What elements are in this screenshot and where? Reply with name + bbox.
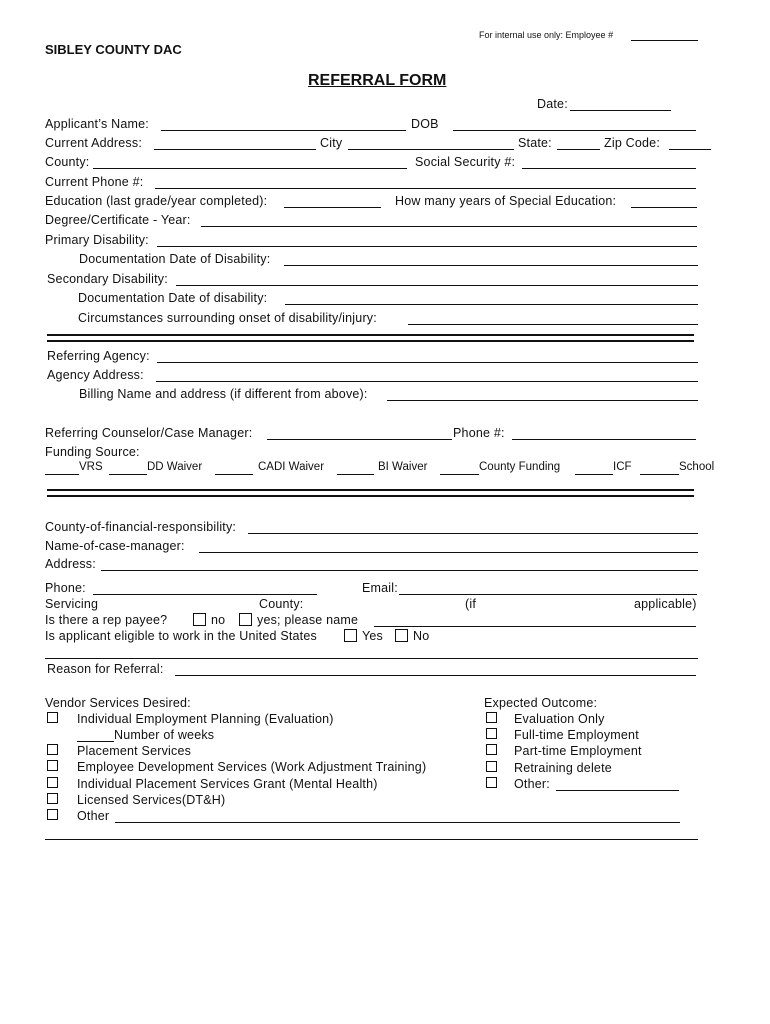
vendor-other-checkbox[interactable] — [47, 809, 58, 820]
org-name: SIBLEY COUNTY DAC — [45, 42, 182, 57]
special-education-label: How many years of Special Education: — [395, 194, 617, 208]
county-phone-label: Phone: — [45, 581, 86, 595]
referring-agency-field[interactable] — [157, 362, 698, 363]
funding-county-field[interactable] — [440, 474, 479, 475]
county-phone-field[interactable] — [93, 594, 317, 595]
vendor-licensed-checkbox[interactable] — [47, 793, 58, 804]
secondary-disability-label: Secondary Disability: — [47, 272, 168, 286]
dob-label: DOB — [411, 117, 439, 131]
date-field[interactable] — [570, 110, 671, 111]
rep-payee-no-label: no — [211, 613, 226, 627]
funding-county-label: County Funding — [479, 461, 561, 473]
education-field[interactable] — [284, 207, 381, 208]
outcome-part-time-label: Part-time Employment — [514, 744, 642, 758]
date-label: Date: — [537, 97, 568, 111]
applicant-name-field[interactable] — [161, 130, 406, 131]
eligible-no-label: No — [413, 629, 430, 643]
outcome-other-label: Other: — [514, 777, 550, 791]
outcome-retraining-checkbox[interactable] — [486, 761, 497, 772]
eligible-yes-checkbox[interactable] — [344, 629, 357, 642]
email-label: Email: — [362, 581, 398, 595]
degree-label: Degree/Certificate - Year: — [45, 213, 191, 227]
address-label: Current Address: — [45, 136, 142, 150]
funding-cadi-waiver-label: CADI Waiver — [258, 461, 325, 473]
internal-use-label: For internal use only: Employee # — [479, 30, 614, 40]
section-divider — [47, 489, 694, 497]
divider-line — [45, 658, 698, 659]
applicable-label: applicable) — [634, 597, 697, 611]
vendor-licensed-label: Licensed Services(DT&H) — [77, 793, 226, 807]
outcome-evaluation-checkbox[interactable] — [486, 712, 497, 723]
vendor-placement-label: Placement Services — [77, 744, 192, 758]
counselor-label: Referring Counselor/Case Manager: — [45, 426, 253, 440]
circumstances-label: Circumstances surrounding onset of disability/injury: — [78, 311, 377, 325]
vendor-other-field[interactable] — [115, 822, 680, 823]
counselor-field[interactable] — [267, 439, 452, 440]
phone-field[interactable] — [155, 188, 696, 189]
vendor-individual-planning-checkbox[interactable] — [47, 712, 58, 723]
state-field[interactable] — [557, 149, 600, 150]
email-field[interactable] — [399, 594, 697, 595]
agency-address-label: Agency Address: — [47, 368, 144, 382]
bottom-divider-line — [45, 839, 698, 840]
phone-label: Current Phone #: — [45, 175, 144, 189]
dob-field[interactable] — [453, 130, 696, 131]
county-financial-field[interactable] — [248, 533, 698, 534]
primary-documentation-field[interactable] — [284, 265, 698, 266]
servicing-county-label: County: — [259, 597, 304, 611]
vendor-grant-checkbox[interactable] — [47, 777, 58, 788]
case-manager-field[interactable] — [199, 552, 698, 553]
primary-disability-label: Primary Disability: — [45, 233, 149, 247]
eligible-no-checkbox[interactable] — [395, 629, 408, 642]
applicant-name-label: Applicant’s Name: — [45, 117, 149, 131]
referring-agency-label: Referring Agency: — [47, 349, 150, 363]
funding-icf-label: ICF — [613, 461, 632, 473]
outcome-other-checkbox[interactable] — [486, 777, 497, 788]
city-label: City — [320, 136, 343, 150]
education-label: Education (last grade/year completed): — [45, 194, 268, 208]
funding-icf-field[interactable] — [575, 474, 613, 475]
vendor-development-label: Employee Development Services (Work Adjustment Training) — [77, 760, 427, 774]
rep-payee-yes-label: yes; please name — [257, 613, 359, 627]
vendor-grant-label: Individual Placement Services Grant (Mental Health) — [77, 777, 378, 791]
outcome-full-time-label: Full-time Employment — [514, 728, 639, 742]
reason-field[interactable] — [175, 675, 696, 676]
billing-label: Billing Name and address (if different from above): — [79, 387, 368, 401]
outcome-part-time-checkbox[interactable] — [486, 744, 497, 755]
rep-payee-no-checkbox[interactable] — [193, 613, 206, 626]
secondary-documentation-field[interactable] — [285, 304, 698, 305]
vendor-development-checkbox[interactable] — [47, 760, 58, 771]
county-label: County: — [45, 155, 90, 169]
county-financial-label: County-of-financial-responsibility: — [45, 520, 237, 534]
funding-source-label: Funding Source: — [45, 445, 140, 459]
outcome-heading: Expected Outcome: — [484, 696, 598, 710]
counselor-phone-label: Phone #: — [453, 426, 505, 440]
city-field[interactable] — [348, 149, 514, 150]
weeks-label: Number of weeks — [114, 728, 215, 742]
funding-dd-waiver-field[interactable] — [109, 474, 147, 475]
secondary-disability-field[interactable] — [176, 285, 698, 286]
funding-bi-waiver-field[interactable] — [337, 474, 374, 475]
funding-vrs-label: VRS — [79, 461, 103, 473]
circumstances-field[interactable] — [408, 324, 698, 325]
funding-cadi-waiver-field[interactable] — [215, 474, 253, 475]
outcome-full-time-checkbox[interactable] — [486, 728, 497, 739]
funding-school-label: School — [679, 461, 715, 473]
rep-payee-yes-checkbox[interactable] — [239, 613, 252, 626]
employee-number-field[interactable] — [631, 40, 698, 41]
degree-field[interactable] — [201, 226, 697, 227]
if-label: (if — [465, 597, 477, 611]
address-field[interactable] — [154, 149, 316, 150]
funding-vrs-field[interactable] — [45, 474, 79, 475]
funding-school-field[interactable] — [640, 474, 679, 475]
special-education-field[interactable] — [631, 207, 697, 208]
case-manager-label: Name-of-case-manager: — [45, 539, 185, 553]
vendor-individual-planning-label: Individual Employment Planning (Evaluation) — [77, 712, 334, 726]
primary-disability-field[interactable] — [157, 246, 697, 247]
funding-dd-waiver-label: DD Waiver — [147, 461, 203, 473]
servicing-label: Servicing — [45, 597, 99, 611]
primary-documentation-label: Documentation Date of Disability: — [79, 252, 271, 266]
eligible-yes-label: Yes — [362, 629, 383, 643]
vendor-heading: Vendor Services Desired: — [45, 696, 191, 710]
billing-field[interactable] — [387, 400, 698, 401]
eligible-label: Is applicant eligible to work in the United States — [45, 629, 317, 643]
ssn-field[interactable] — [522, 168, 696, 169]
state-label: State: — [518, 136, 552, 150]
rep-payee-name-field[interactable] — [374, 626, 696, 627]
zip-field[interactable] — [669, 149, 711, 150]
vendor-other-label: Other — [77, 809, 110, 823]
reason-label: Reason for Referral: — [47, 662, 164, 676]
outcome-other-field[interactable] — [556, 790, 679, 791]
weeks-field[interactable] — [77, 741, 114, 742]
page-title: REFERRAL FORM — [308, 72, 447, 89]
counselor-phone-field[interactable] — [512, 439, 696, 440]
zip-label: Zip Code: — [604, 136, 660, 150]
outcome-retraining-label: Retraining delete — [514, 761, 612, 775]
secondary-documentation-label: Documentation Date of disability: — [78, 291, 268, 305]
vendor-placement-checkbox[interactable] — [47, 744, 58, 755]
county-field[interactable] — [93, 168, 407, 169]
rep-payee-label: Is there a rep payee? — [45, 613, 168, 627]
agency-address-field[interactable] — [156, 381, 698, 382]
section-divider — [47, 334, 694, 342]
county-address-label: Address: — [45, 557, 96, 571]
ssn-label: Social Security #: — [415, 155, 516, 169]
funding-bi-waiver-label: BI Waiver — [378, 461, 428, 473]
outcome-evaluation-label: Evaluation Only — [514, 712, 605, 726]
county-address-field[interactable] — [101, 570, 698, 571]
